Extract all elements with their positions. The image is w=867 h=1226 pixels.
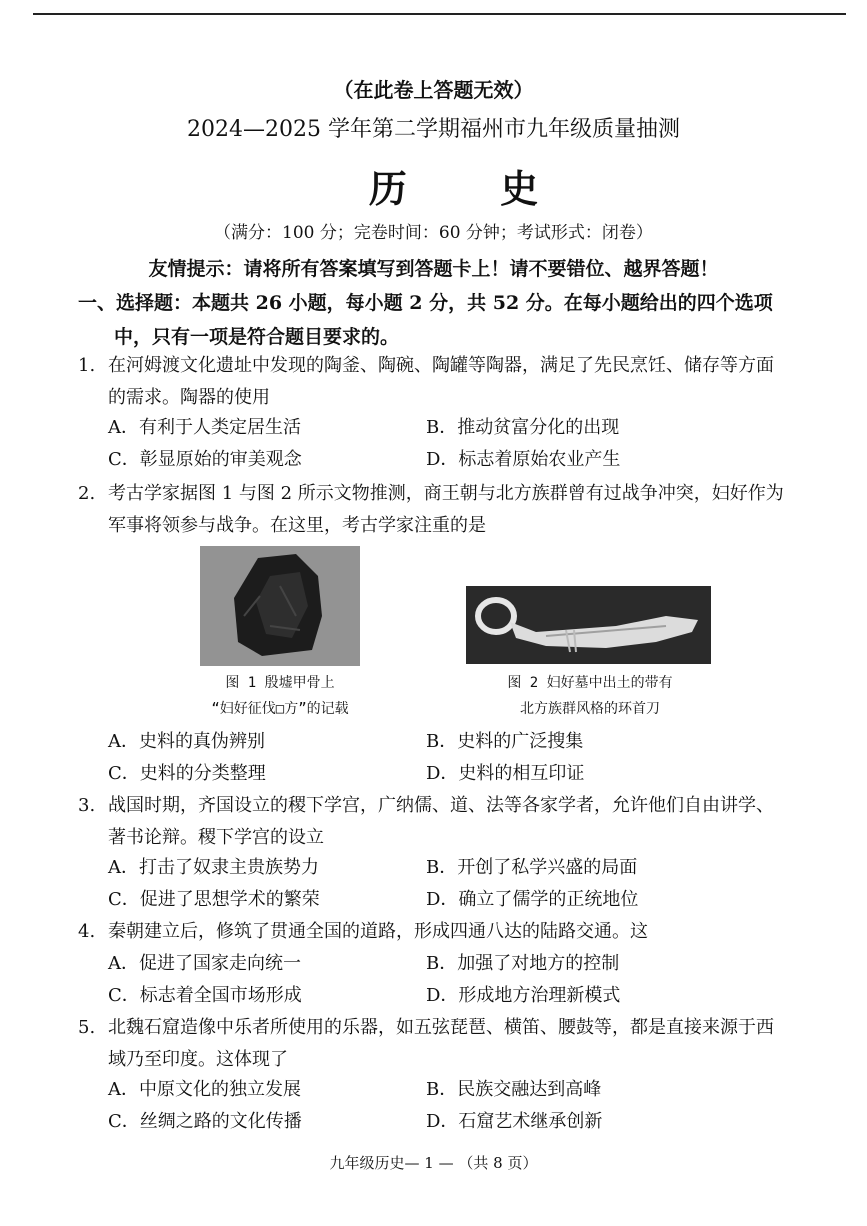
- exam-subtitle: 2024—2025 学年第二学期福州市九年级质量抽测: [187, 117, 680, 142]
- question-number: 2.: [78, 483, 96, 504]
- option-b: B．开创了私学兴盛的局面: [426, 857, 638, 878]
- option-d: D．石窟艺术继承创新: [426, 1111, 603, 1132]
- option-d: D．史料的相互印证: [426, 763, 585, 784]
- question-2: [78, 478, 790, 542]
- subject-title: 历 史: [368, 166, 579, 211]
- option-b: B．史料的广泛搜集: [426, 731, 584, 752]
- top-rule: [33, 13, 846, 15]
- option-d: D．确立了儒学的正统地位: [426, 889, 639, 910]
- question-stem: 考古学家据图 1 与图 2 所示文物推测，商王朝与北方族群曾有过战争冲突，妇好作为军事将领参与战争。在这里，考古学家注重的是: [108, 483, 784, 536]
- question-stem: 战国时期，齐国设立的稷下学宫，广纳儒、道、法等各家学者，允许他们自由讲学、著书论辩。稷下学宫的设立: [108, 795, 774, 848]
- question-4: [78, 916, 790, 948]
- figure-2-caption: [470, 670, 710, 722]
- option-c: C．丝绸之路的文化传播: [108, 1111, 302, 1132]
- ring-pommel-knife-figure: [466, 586, 711, 664]
- option-b: B．加强了对地方的控制: [426, 953, 620, 974]
- question-5: [78, 1012, 790, 1076]
- option-a: A．中原文化的独立发展: [108, 1079, 301, 1100]
- question-number: 5.: [78, 1017, 96, 1038]
- question-stem: 秦朝建立后，修筑了贯通全国的道路，形成四通八达的陆路交通。这: [108, 921, 648, 942]
- figure-1-caption: [185, 670, 375, 722]
- question-stem: 北魏石窟造像中乐者所使用的乐器，如五弦琵琶、横笛、腰鼓等，都是直接来源于西域乃至印度。这体现了: [108, 1017, 774, 1070]
- oracle-bone-figure: [200, 546, 360, 666]
- section-heading: [78, 286, 798, 354]
- option-b: B．民族交融达到高峰: [426, 1079, 602, 1100]
- option-c: C．史料的分类整理: [108, 763, 266, 784]
- figure-2-caption-line2: 北方族群风格的环首刀: [520, 701, 660, 717]
- page-footer: 九年级历史— 1 — （共 8 页）: [329, 1154, 538, 1172]
- option-b: B．推动贫富分化的出现: [426, 417, 620, 438]
- figure-1-caption-line1: 图 1 殷墟甲骨上: [225, 675, 335, 691]
- option-a: A．打击了奴隶主贵族势力: [108, 857, 319, 878]
- option-a: A．有利于人类定居生活: [108, 417, 301, 438]
- question-number: 4.: [78, 921, 96, 942]
- question-1: [78, 350, 790, 414]
- section-heading-line2: 中，只有一项是符合题目要求的。: [114, 326, 400, 348]
- question-number: 3.: [78, 795, 96, 816]
- section-heading-line1: 一、选择题：本题共 26 小题，每小题 2 分，共 52 分。在每小题给出的四个选项: [78, 292, 773, 314]
- option-a: A．史料的真伪辨别: [108, 731, 265, 752]
- option-d: D．标志着原始农业产生: [426, 449, 621, 470]
- exam-info: （满分：100 分；完卷时间：60 分钟；考试形式：闭卷）: [214, 223, 653, 243]
- option-c: C．标志着全国市场形成: [108, 985, 302, 1006]
- figure-1-caption-line2: “妇好征伐□方”的记载: [211, 701, 349, 717]
- question-number: 1.: [78, 355, 96, 376]
- option-a: A．促进了国家走向统一: [108, 953, 301, 974]
- friendly-tip: 友情提示：请将所有答案填写到答题卡上！请不要错位、越界答题！: [148, 258, 719, 280]
- figure-2-caption-line1: 图 2 妇好墓中出土的带有: [507, 675, 673, 691]
- option-d: D．形成地方治理新模式: [426, 985, 621, 1006]
- question-3: [78, 790, 790, 854]
- question-stem: 在河姆渡文化遗址中发现的陶釜、陶碗、陶罐等陶器，满足了先民烹饪、储存等方面的需求。陶器的使用: [108, 355, 774, 408]
- exam-notice: （在此卷上答题无效）: [333, 78, 534, 102]
- option-c: C．彰显原始的审美观念: [108, 449, 302, 470]
- option-c: C．促进了思想学术的繁荣: [108, 889, 320, 910]
